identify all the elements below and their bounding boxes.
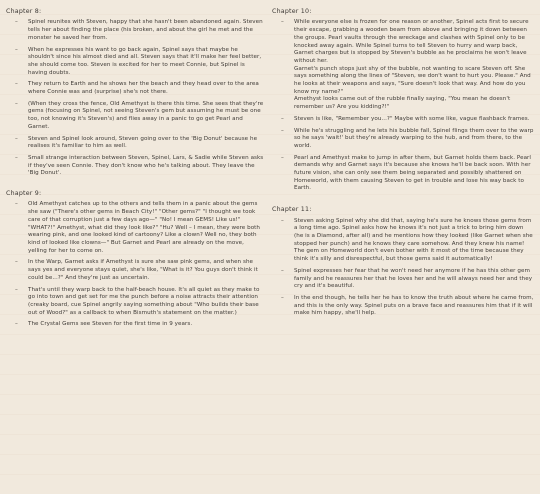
bullet-dash: – bbox=[15, 321, 18, 328]
bullet-dash: – bbox=[15, 286, 18, 293]
item-text: They return to Earth and he shows her the beach and they head over to the area where Connie was and (surprise) she's not there. bbox=[28, 81, 259, 96]
bullet-dash: – bbox=[281, 267, 284, 274]
item-text: Steven and Spinel look around, Steven going over to the 'Big Donut' because he realises it's familiar to him as well. bbox=[28, 135, 258, 150]
bullet-dash: – bbox=[15, 135, 18, 142]
bullet-dash: – bbox=[281, 294, 284, 301]
bullet-dash: – bbox=[15, 100, 18, 107]
chapter-8-item bbox=[6, 136, 264, 151]
chapter-8-heading: Chapter 8: bbox=[6, 8, 42, 15]
chapter-9-item bbox=[6, 287, 264, 318]
chapter-10-item bbox=[272, 19, 534, 111]
item-text: Spinel expresses her fear that he won't need her anymore if he has this other gem family and he reassures her that he loves her and he will always need her and they cry and it's beautiful. bbox=[294, 267, 533, 290]
item-text: The Crystal Gems see Steven for the first time in 9 years. bbox=[28, 321, 193, 328]
chapter-8-item bbox=[6, 19, 264, 42]
item-text: (When they cross the fence, Old Amethyst is there this time. She sees that they're gems (focusing on Spinel, not seeing Steven's gem but assuming he must be one too, not knowing it's Steven's) and flies away in a panic to go get Pearl and Garnet. bbox=[28, 100, 264, 130]
chapter-11-item bbox=[272, 268, 534, 291]
chapter-10-item bbox=[272, 128, 534, 151]
item-text: Spinel reunites with Steven, happy that she hasn't been abandoned again. Steven tells her about finding the place (his broken, and about the girl he met and the monster he saved her from. bbox=[28, 19, 263, 41]
chapter-9-heading: Chapter 9: bbox=[6, 190, 42, 198]
chapter-8-item bbox=[6, 47, 264, 78]
chapter-11-item bbox=[272, 295, 534, 318]
chapter-8-item bbox=[6, 155, 264, 178]
left-column bbox=[6, 6, 264, 333]
item-text: Pearl and Amethyst make to jump in after them, but Garnet holds them back. Pearl demands why and Garnet says it's because she knows he'll be back soon. With her future vision, she can only see them being separated and possibly shattered on Homeworld, with them causing Steven to get in trouble and lose his way back to Earth. bbox=[294, 154, 532, 192]
item-text: In the end though, he tells her he has to know the truth about where he came from, and this is the only way. Spinel puts on a brave face and reassures him that if it will make him happy, she'll help. bbox=[294, 294, 534, 317]
bullet-dash: – bbox=[281, 154, 284, 161]
chapter-9-item bbox=[6, 321, 264, 329]
bullet-dash: – bbox=[15, 259, 18, 266]
chapter-11-item bbox=[272, 218, 534, 264]
item-text: While he's struggling and he lets his bubble fall, Spinel flings them over to the warp so he says 'wait!' but they're already warping to the hub, and from there, to the world. bbox=[294, 127, 534, 149]
item-text: That's until they warp back to the half-beach house. It's all quiet as they make to go into town and get set for me the punch before a noise attracts their attention (creaky board, cue Spinel angrily saying something about "Who builds their base out of Wood?" as a callback to when Bismuth's statement on the matter.) bbox=[28, 286, 260, 316]
chapter-10-heading: Chapter 10: bbox=[272, 8, 312, 15]
item-text: Small strange interaction between Steven, Spinel, Lars, & Sadie while Steven asks if they've seen Connie. They don't know who he's talking about. They leave the 'Big Donut'. bbox=[28, 154, 264, 177]
bullet-dash: – bbox=[281, 19, 284, 26]
item-text: Steven is like, "Remember you...?" Maybe with some like, vague flashback frames. bbox=[294, 115, 530, 122]
bullet-dash: – bbox=[15, 19, 18, 26]
chapter-11-heading: Chapter 11: bbox=[272, 206, 312, 214]
item-text: While everyone else is frozen for one reason or another, Spinel acts first to secure their escape, grabbing a wooden beam from above and bringing it down between the groups. Pearl vaults through the wreckage and clashes with Spinel only to be knocked away again. While Spinel turns to tell Steven to hurry and warp back, Garnet charges but is stopped by Steven's bubble as he proclaims he won't leave without her. Garnet's punch stops just shy of the bubble, not wanting to scare Steven off. She says something along the lines of "Steven, we don't want to hurt you. Please." And he looks at their weapons and says, "Sure doesn't look that way. And how do you know my name?" Amethyst looks came out of the rubble finally saying, "You mean he doesn't remember us? Are you kidding?!" bbox=[294, 19, 531, 111]
item-text: In the Warp, Garnet asks if Amethyst is sure she saw pink gems, and when she says yes and everyone stays quiet, she's like, "What is it? You guys don't think it could be...?" And they're just as uncertain. bbox=[28, 259, 258, 281]
bullet-dash: – bbox=[281, 217, 284, 224]
bullet-dash: – bbox=[281, 127, 284, 134]
item-text: Steven asking Spinel why she did that, saying he's sure he knows those gems from a long time ago. Spinel asks how he knows it's not just a trick to bring him down (he is a Diamond, after all) and he mentions how they looked (like Garnet when she stopped her punch) and he knows they care somehow. And they knew his name! The gem on Homeworld don't even bother with it most of the time because they think it's silly and disrespectful, but those gems said it automatically! bbox=[294, 217, 533, 263]
item-text: When he expresses his want to go back again, Spinel says that maybe he shouldn't since his almost died and all. Steven says that it'll make her feel better, she should come too. Steven is excited for her to meet Connie, but Spinel is having doubts. bbox=[28, 46, 262, 76]
bullet-dash: – bbox=[15, 81, 18, 88]
chapter-9-item bbox=[6, 201, 264, 255]
chapter-8-item bbox=[6, 101, 264, 132]
chapter-10-item bbox=[272, 155, 534, 194]
item-text: Old Amethyst catches up to the others and tells them in a panic about the gems she saw ("There's other gems in Beach City!" "Other gems?" "I thought we took care of that corruption just a few days ago—" "No! I mean GEMS! Like us!" "WHAT?!" Amethyst, what did they look like?" "Hu? Well – I mean, they were both wearing pink, and one looked kind of cartoony? Like a clown? Well no, they both kind of looked like clowns—" But Garnet and Pearl are already on the move, yelling for her to come on. bbox=[28, 201, 261, 254]
chapter-8-item bbox=[6, 81, 264, 96]
right-column bbox=[272, 6, 534, 322]
chapter-10-item bbox=[272, 116, 534, 124]
bullet-dash: – bbox=[15, 154, 18, 161]
bullet-dash: – bbox=[15, 201, 18, 208]
chapter-9-item bbox=[6, 259, 264, 282]
bullet-dash: – bbox=[281, 115, 284, 122]
bullet-dash: – bbox=[15, 46, 18, 53]
